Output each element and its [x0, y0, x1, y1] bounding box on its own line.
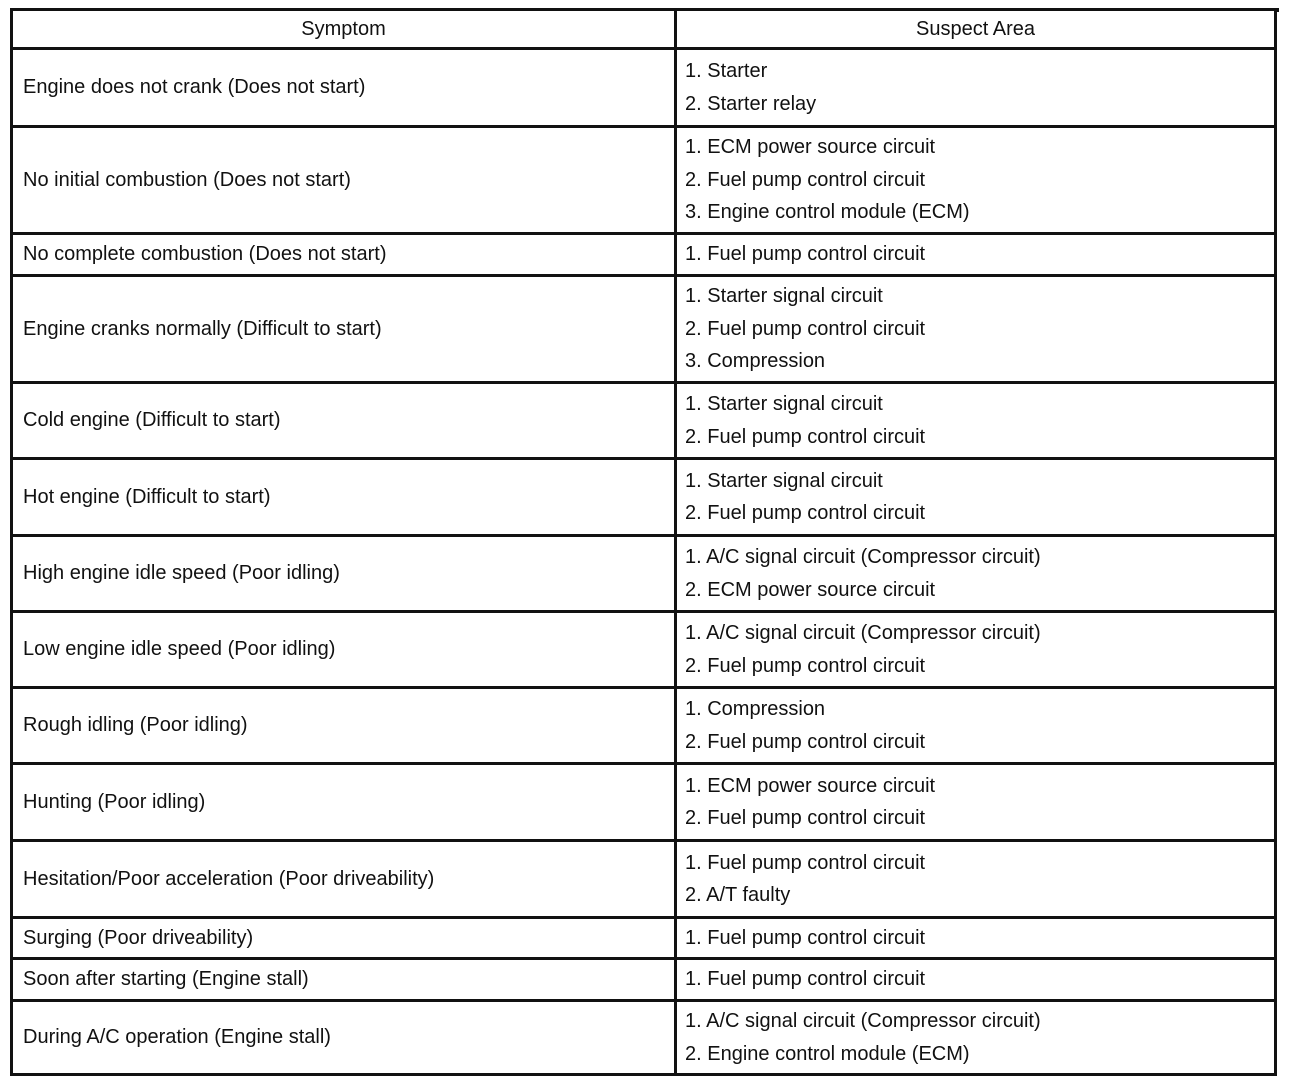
suspect-area-cell — [676, 959, 1276, 1001]
symptom-column-header: Symptom — [12, 10, 676, 49]
table-row — [12, 688, 1276, 764]
suspect-area-cell — [676, 49, 1276, 127]
symptom-cell: Hot engine (Difficult to start) — [12, 459, 676, 536]
table-row — [12, 918, 1276, 959]
table-row — [12, 234, 1276, 276]
suspect-area-cell — [676, 383, 1276, 459]
symptom-cell: Hesitation/Poor acceleration (Poor driveability) — [12, 841, 676, 918]
suspect-area-cell — [676, 918, 1276, 959]
symptom-cell: Soon after starting (Engine stall) — [12, 959, 676, 1001]
suspect-area-item: 2. ECM power source circuit — [685, 578, 936, 601]
suspect-area-item: 2. Fuel pump control circuit — [685, 425, 926, 448]
suspect-area-item: 2. Fuel pump control circuit — [685, 654, 926, 677]
edge-mark — [1276, 8, 1279, 12]
symptom-table — [10, 8, 1277, 1076]
suspect-area-item: 1. A/C signal circuit (Compressor circuit) — [685, 622, 1041, 644]
suspect-area-cell — [676, 764, 1276, 841]
symptom-cell: Engine cranks normally (Difficult to start) — [12, 276, 676, 383]
suspect-area-cell — [676, 234, 1276, 276]
troubleshooting-sheet — [10, 8, 1274, 1076]
suspect-area-column-header: Suspect Area — [676, 10, 1276, 49]
table-row — [12, 383, 1276, 459]
suspect-area-item: 1. ECM power source circuit — [685, 774, 936, 797]
suspect-area-item: 2. A/T faulty — [685, 884, 791, 906]
suspect-area-item: 3. Engine control module (ECM) — [685, 201, 970, 224]
suspect-area-cell — [676, 612, 1276, 688]
suspect-area-cell — [676, 459, 1276, 536]
table-row — [12, 841, 1276, 918]
symptom-cell: Engine does not crank (Does not start) — [12, 49, 676, 127]
table-row — [12, 49, 1276, 127]
suspect-area-item: 1. Fuel pump control circuit — [685, 851, 926, 874]
symptom-cell: No initial combustion (Does not start) — [12, 127, 676, 234]
suspect-area-item: 2. Engine control module (ECM) — [685, 1042, 970, 1065]
suspect-area-cell — [676, 1001, 1276, 1075]
suspect-area-item: 3. Compression — [685, 350, 826, 373]
suspect-area-item: 1. Starter signal circuit — [685, 469, 883, 492]
suspect-area-item: 2. Fuel pump control circuit — [685, 317, 926, 340]
symptom-cell: Low engine idle speed (Poor idling) — [12, 612, 676, 688]
symptom-cell: No complete combustion (Does not start) — [12, 234, 676, 276]
table-row — [12, 459, 1276, 536]
table-row — [12, 612, 1276, 688]
table-row — [12, 127, 1276, 234]
suspect-area-item: 2. Fuel pump control circuit — [685, 502, 926, 524]
suspect-area-item: 1. Compression — [685, 698, 826, 720]
suspect-area-item: 1. Starter signal circuit — [685, 393, 883, 415]
suspect-area-item: 2. Fuel pump control circuit — [685, 807, 926, 829]
header-row — [12, 10, 1276, 49]
suspect-area-cell — [676, 536, 1276, 612]
suspect-area-item: 1. Starter — [685, 60, 768, 82]
suspect-area-cell — [676, 841, 1276, 918]
suspect-area-cell — [676, 688, 1276, 764]
table-row — [12, 276, 1276, 383]
symptom-cell: Rough idling (Poor idling) — [12, 688, 676, 764]
suspect-area-item: 1. Fuel pump control circuit — [685, 243, 926, 266]
suspect-area-cell — [676, 276, 1276, 383]
table-body — [12, 49, 1276, 1075]
suspect-area-item: 1. Fuel pump control circuit — [685, 968, 926, 991]
table-row — [12, 959, 1276, 1001]
symptom-cell: Hunting (Poor idling) — [12, 764, 676, 841]
suspect-area-item: 1. A/C signal circuit (Compressor circuit) — [685, 1010, 1041, 1032]
suspect-area-item: 1. Starter signal circuit — [685, 285, 883, 308]
table-row — [12, 536, 1276, 612]
symptom-cell: Cold engine (Difficult to start) — [12, 383, 676, 459]
suspect-area-item: 1. A/C signal circuit (Compressor circuit) — [685, 546, 1041, 568]
suspect-area-cell — [676, 127, 1276, 234]
symptom-cell: High engine idle speed (Poor idling) — [12, 536, 676, 612]
symptom-cell: Surging (Poor driveability) — [12, 918, 676, 959]
suspect-area-item: 2. Fuel pump control circuit — [685, 730, 926, 753]
suspect-area-item: 2. Fuel pump control circuit — [685, 168, 926, 191]
suspect-area-item: 1. ECM power source circuit — [685, 136, 936, 159]
symptom-cell: During A/C operation (Engine stall) — [12, 1001, 676, 1075]
table-row — [12, 764, 1276, 841]
suspect-area-item: 1. Fuel pump control circuit — [685, 926, 926, 949]
suspect-area-item: 2. Starter relay — [685, 92, 817, 115]
table-row — [12, 1001, 1276, 1075]
